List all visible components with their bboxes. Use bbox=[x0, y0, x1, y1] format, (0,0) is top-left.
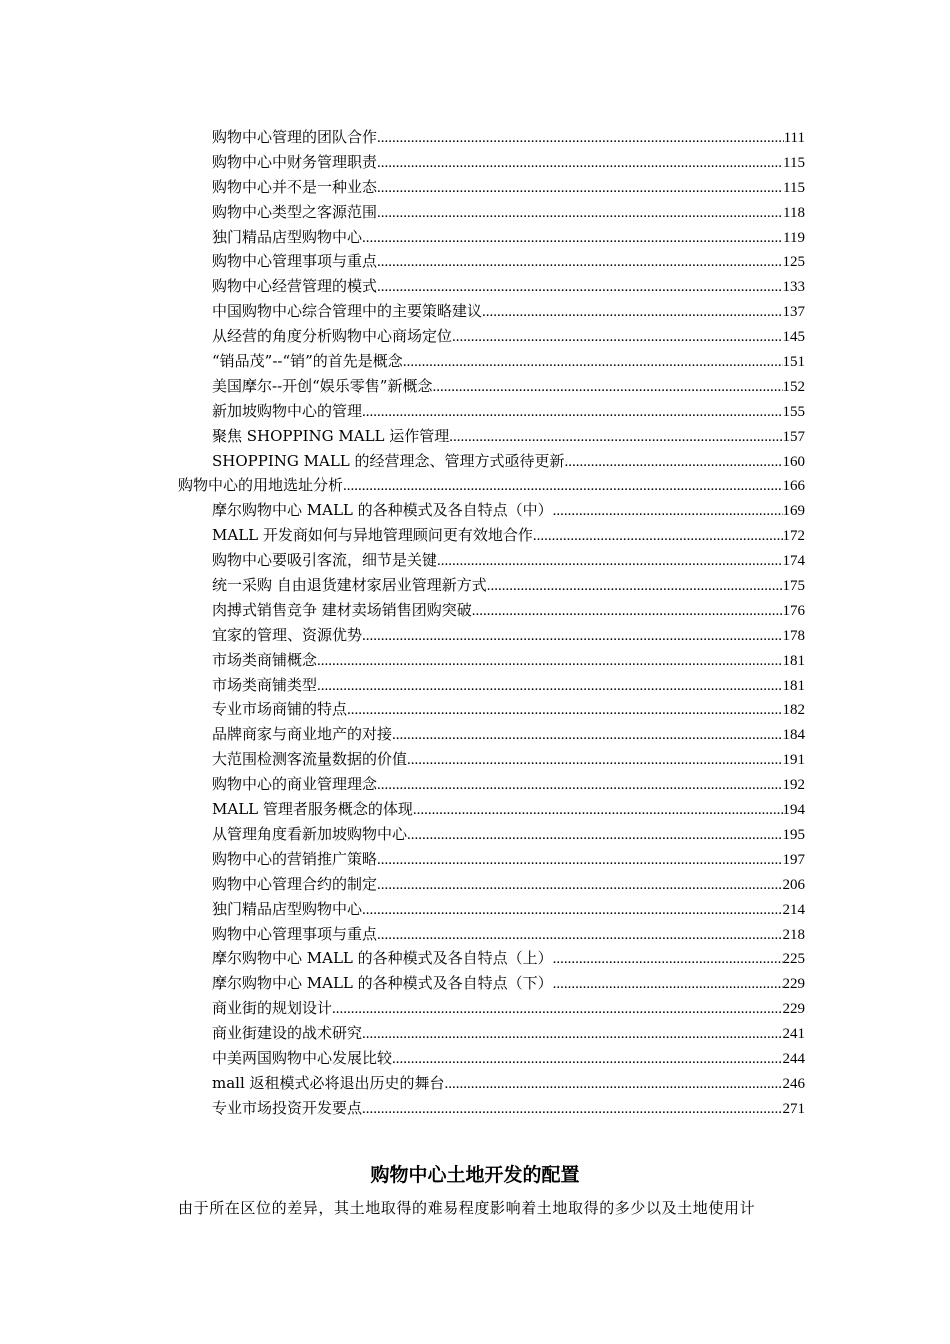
toc-entry[interactable] bbox=[0, 498, 950, 523]
toc-entry-page-number: 175 bbox=[782, 578, 805, 595]
toc-dot-leader bbox=[317, 674, 782, 699]
toc-entry-title: MALL 管理者服务概念的体现 bbox=[212, 800, 413, 819]
toc-entry[interactable] bbox=[0, 847, 950, 872]
toc-entry-title: mall 返租模式必将退出历史的舞台 bbox=[212, 1073, 445, 1092]
toc-dot-leader bbox=[445, 1072, 783, 1097]
toc-dot-leader bbox=[553, 499, 783, 524]
toc-entry-page-number: 111 bbox=[783, 130, 805, 146]
toc-entry-title: 专业市场投资开发要点 bbox=[212, 1098, 363, 1117]
table-of-contents bbox=[0, 125, 950, 1121]
toc-entry-page-number: 174 bbox=[782, 553, 805, 570]
toc-dot-leader bbox=[553, 947, 783, 972]
toc-entry[interactable] bbox=[0, 797, 950, 822]
toc-entry-page-number: 115 bbox=[783, 179, 805, 196]
toc-entry-title: 肉搏式销售竞争 建材卖场销售团购突破 bbox=[212, 600, 472, 619]
toc-dot-leader bbox=[377, 275, 782, 300]
toc-entry-title: 从管理角度看新加坡购物中心 bbox=[212, 824, 408, 843]
toc-dot-leader bbox=[362, 1022, 782, 1047]
toc-entry[interactable] bbox=[0, 598, 950, 623]
toc-entry[interactable] bbox=[0, 548, 950, 573]
toc-dot-leader bbox=[437, 549, 782, 574]
toc-entry-title: 购物中心类型之客源范围 bbox=[212, 202, 378, 221]
toc-entry[interactable] bbox=[0, 175, 950, 200]
toc-entry-page-number: 176 bbox=[782, 602, 805, 619]
toc-entry-page-number: 206 bbox=[782, 876, 805, 893]
toc-entry-page-number: 192 bbox=[782, 777, 805, 794]
toc-dot-leader bbox=[362, 624, 782, 649]
toc-entry-page-number: 125 bbox=[782, 254, 805, 271]
toc-entry-title: 购物中心管理事项与重点 bbox=[212, 252, 378, 271]
toc-entry-title: 市场类商铺概念 bbox=[212, 650, 318, 669]
toc-entry[interactable] bbox=[0, 946, 950, 971]
toc-dot-leader bbox=[403, 350, 783, 375]
toc-entry[interactable] bbox=[0, 225, 950, 250]
toc-dot-leader bbox=[347, 698, 782, 723]
toc-dot-leader bbox=[392, 723, 782, 748]
toc-entry-title: 购物中心的营销推广策略 bbox=[212, 849, 378, 868]
toc-entry[interactable] bbox=[0, 1096, 950, 1121]
toc-entry[interactable] bbox=[0, 1021, 950, 1046]
toc-dot-leader bbox=[452, 325, 782, 350]
toc-entry-page-number: 218 bbox=[782, 926, 805, 943]
toc-entry[interactable] bbox=[0, 971, 950, 996]
toc-entry-page-number: 137 bbox=[782, 304, 805, 321]
toc-entry-title: 购物中心经营管理的模式 bbox=[212, 277, 378, 296]
toc-entry-page-number: 195 bbox=[782, 826, 805, 843]
toc-entry-page-number: 225 bbox=[782, 951, 805, 968]
toc-entry-title: 中美两国购物中心发展比较 bbox=[212, 1048, 393, 1067]
toc-entry-title: “销品茂”--“销”的首先是概念 bbox=[212, 352, 403, 371]
section-paragraph: 由于所在区位的差异，其土地取得的难易程度影响着土地取得的多少以及土地使用计 bbox=[178, 1199, 756, 1217]
toc-entry[interactable] bbox=[0, 150, 950, 175]
toc-entry-page-number: 151 bbox=[782, 354, 805, 371]
toc-dot-leader bbox=[377, 848, 782, 873]
toc-entry[interactable] bbox=[0, 449, 950, 474]
toc-dot-leader bbox=[317, 649, 782, 674]
toc-dot-leader bbox=[472, 599, 783, 624]
toc-dot-leader bbox=[565, 450, 783, 475]
toc-entry[interactable] bbox=[0, 374, 950, 399]
toc-dot-leader bbox=[413, 798, 783, 823]
toc-entry-page-number: 119 bbox=[783, 229, 805, 246]
toc-entry[interactable] bbox=[0, 623, 950, 648]
section-heading: 购物中心土地开发的配置 bbox=[370, 1164, 580, 1186]
toc-entry-page-number: 194 bbox=[782, 802, 805, 819]
toc-entry[interactable] bbox=[0, 772, 950, 797]
toc-entry-title: 摩尔购物中心 MALL 的各种模式及各自特点（下） bbox=[212, 974, 553, 993]
toc-entry-page-number: 169 bbox=[782, 503, 805, 520]
toc-entry[interactable] bbox=[0, 897, 950, 922]
toc-entry-title: MALL 开发商如何与异地管理顾问更有效地合作 bbox=[212, 526, 533, 545]
toc-entry[interactable] bbox=[0, 697, 950, 722]
toc-entry-title: SHOPPING MALL 的经营理念、管理方式亟待更新 bbox=[212, 451, 565, 470]
toc-dot-leader bbox=[392, 1047, 782, 1072]
toc-entry-page-number: 181 bbox=[782, 652, 805, 669]
toc-entry-page-number: 172 bbox=[782, 528, 805, 545]
toc-entry-page-number: 182 bbox=[782, 702, 805, 719]
toc-dot-leader bbox=[377, 201, 783, 226]
toc-dot-leader bbox=[332, 997, 782, 1022]
toc-dot-leader bbox=[377, 250, 782, 275]
toc-dot-leader bbox=[362, 898, 782, 923]
toc-entry-page-number: 160 bbox=[782, 453, 805, 470]
toc-entry[interactable] bbox=[0, 249, 950, 274]
toc-entry[interactable] bbox=[0, 673, 950, 698]
toc-entry-title: 摩尔购物中心 MALL 的各种模式及各自特点（中） bbox=[212, 501, 553, 520]
toc-entry-page-number: 246 bbox=[782, 1075, 805, 1092]
toc-entry-title: 购物中心管理事项与重点 bbox=[212, 924, 378, 943]
toc-entry[interactable] bbox=[0, 996, 950, 1021]
toc-entry-page-number: 244 bbox=[782, 1050, 805, 1067]
toc-dot-leader bbox=[362, 226, 783, 251]
toc-entry-title: 聚焦 SHOPPING MALL 运作管理 bbox=[212, 426, 450, 445]
toc-entry-title: 新加坡购物中心的管理 bbox=[212, 401, 363, 420]
toc-entry-page-number: 191 bbox=[782, 752, 805, 769]
toc-entry-title: 市场类商铺类型 bbox=[212, 675, 318, 694]
toc-entry-title: 购物中心并不是一种业态 bbox=[212, 177, 378, 196]
toc-entry-title: 独门精品店型购物中心 bbox=[212, 899, 363, 918]
toc-entry-page-number: 152 bbox=[782, 378, 805, 395]
toc-entry-page-number: 181 bbox=[782, 677, 805, 694]
toc-entry-page-number: 197 bbox=[782, 851, 805, 868]
toc-entry[interactable] bbox=[0, 424, 950, 449]
toc-entry[interactable] bbox=[0, 822, 950, 847]
toc-dot-leader bbox=[362, 400, 782, 425]
toc-entry[interactable] bbox=[0, 399, 950, 424]
toc-entry-title: 摩尔购物中心 MALL 的各种模式及各自特点（上） bbox=[212, 949, 553, 968]
toc-entry-page-number: 155 bbox=[782, 403, 805, 420]
toc-entry-title: 美国摩尔--开创“娱乐零售”新概念 bbox=[212, 376, 433, 395]
toc-dot-leader bbox=[377, 773, 782, 798]
toc-entry[interactable] bbox=[0, 200, 950, 225]
toc-entry[interactable] bbox=[0, 274, 950, 299]
toc-entry-title: 独门精品店型购物中心 bbox=[212, 227, 363, 246]
toc-entry-page-number: 178 bbox=[782, 627, 805, 644]
toc-entry-page-number: 184 bbox=[782, 727, 805, 744]
toc-entry-page-number: 271 bbox=[782, 1100, 805, 1117]
toc-entry-page-number: 115 bbox=[783, 154, 805, 171]
toc-entry[interactable] bbox=[0, 573, 950, 598]
toc-entry[interactable] bbox=[0, 872, 950, 897]
toc-dot-leader bbox=[487, 574, 783, 599]
toc-entry-title: 宜家的管理、资源优势 bbox=[212, 625, 363, 644]
toc-entry-page-number: 214 bbox=[782, 901, 805, 918]
toc-entry[interactable] bbox=[0, 349, 950, 374]
toc-entry-title: 购物中心中财务管理职责 bbox=[212, 152, 378, 171]
toc-entry-page-number: 133 bbox=[782, 279, 805, 296]
toc-entry[interactable] bbox=[0, 1071, 950, 1096]
toc-dot-leader bbox=[449, 425, 782, 450]
toc-dot-leader bbox=[432, 375, 782, 400]
toc-entry[interactable] bbox=[0, 523, 950, 548]
toc-entry[interactable] bbox=[0, 324, 950, 349]
toc-entry-title: 大范围检测客流量数据的价值 bbox=[212, 750, 408, 769]
toc-entry-title: 购物中心管理的团队合作 bbox=[212, 128, 378, 146]
toc-entry[interactable] bbox=[0, 125, 950, 150]
toc-entry-title: 商业街的规划设计 bbox=[212, 999, 333, 1018]
toc-entry-title: 中国购物中心综合管理中的主要策略建议 bbox=[212, 302, 483, 321]
toc-entry[interactable] bbox=[0, 648, 950, 673]
toc-entry[interactable] bbox=[0, 722, 950, 747]
toc-entry[interactable] bbox=[0, 1046, 950, 1071]
toc-entry[interactable] bbox=[0, 473, 950, 498]
toc-entry-title: 专业市场商铺的特点 bbox=[212, 700, 348, 719]
toc-dot-leader bbox=[377, 873, 782, 898]
toc-entry-page-number: 241 bbox=[782, 1026, 805, 1043]
toc-entry[interactable] bbox=[0, 299, 950, 324]
toc-dot-leader bbox=[377, 176, 783, 201]
toc-entry-title: 购物中心要吸引客流，细节是关键 bbox=[212, 551, 438, 570]
toc-entry-title: 品牌商家与商业地产的对接 bbox=[212, 725, 393, 744]
toc-entry-title: 购物中心的商业管理理念 bbox=[212, 775, 378, 794]
toc-entry-title: 商业街建设的战术研究 bbox=[212, 1024, 363, 1043]
toc-entry[interactable] bbox=[0, 747, 950, 772]
toc-dot-leader bbox=[533, 524, 783, 549]
toc-entry-title: 购物中心管理合约的制定 bbox=[212, 874, 378, 893]
toc-entry-title: 统一采购 自由退货建材家居业管理新方式 bbox=[212, 576, 487, 595]
toc-entry-page-number: 166 bbox=[782, 478, 805, 495]
toc-dot-leader bbox=[362, 1097, 782, 1122]
toc-entry-page-number: 145 bbox=[782, 329, 805, 346]
toc-entry-page-number: 118 bbox=[783, 204, 805, 221]
toc-dot-leader bbox=[482, 300, 782, 325]
toc-entry-title: 从经营的角度分析购物中心商场定位 bbox=[212, 327, 453, 346]
toc-dot-leader bbox=[377, 126, 784, 151]
toc-dot-leader bbox=[377, 151, 783, 176]
toc-entry-page-number: 157 bbox=[782, 428, 805, 445]
toc-dot-leader bbox=[377, 923, 782, 948]
toc-entry-title: 购物中心的用地选址分析 bbox=[178, 476, 344, 495]
toc-dot-leader bbox=[553, 972, 783, 997]
toc-entry[interactable] bbox=[0, 922, 950, 947]
toc-dot-leader bbox=[343, 474, 782, 499]
toc-dot-leader bbox=[407, 823, 782, 848]
toc-entry-page-number: 229 bbox=[782, 976, 805, 993]
toc-dot-leader bbox=[407, 748, 782, 773]
toc-entry-page-number: 229 bbox=[782, 1001, 805, 1018]
